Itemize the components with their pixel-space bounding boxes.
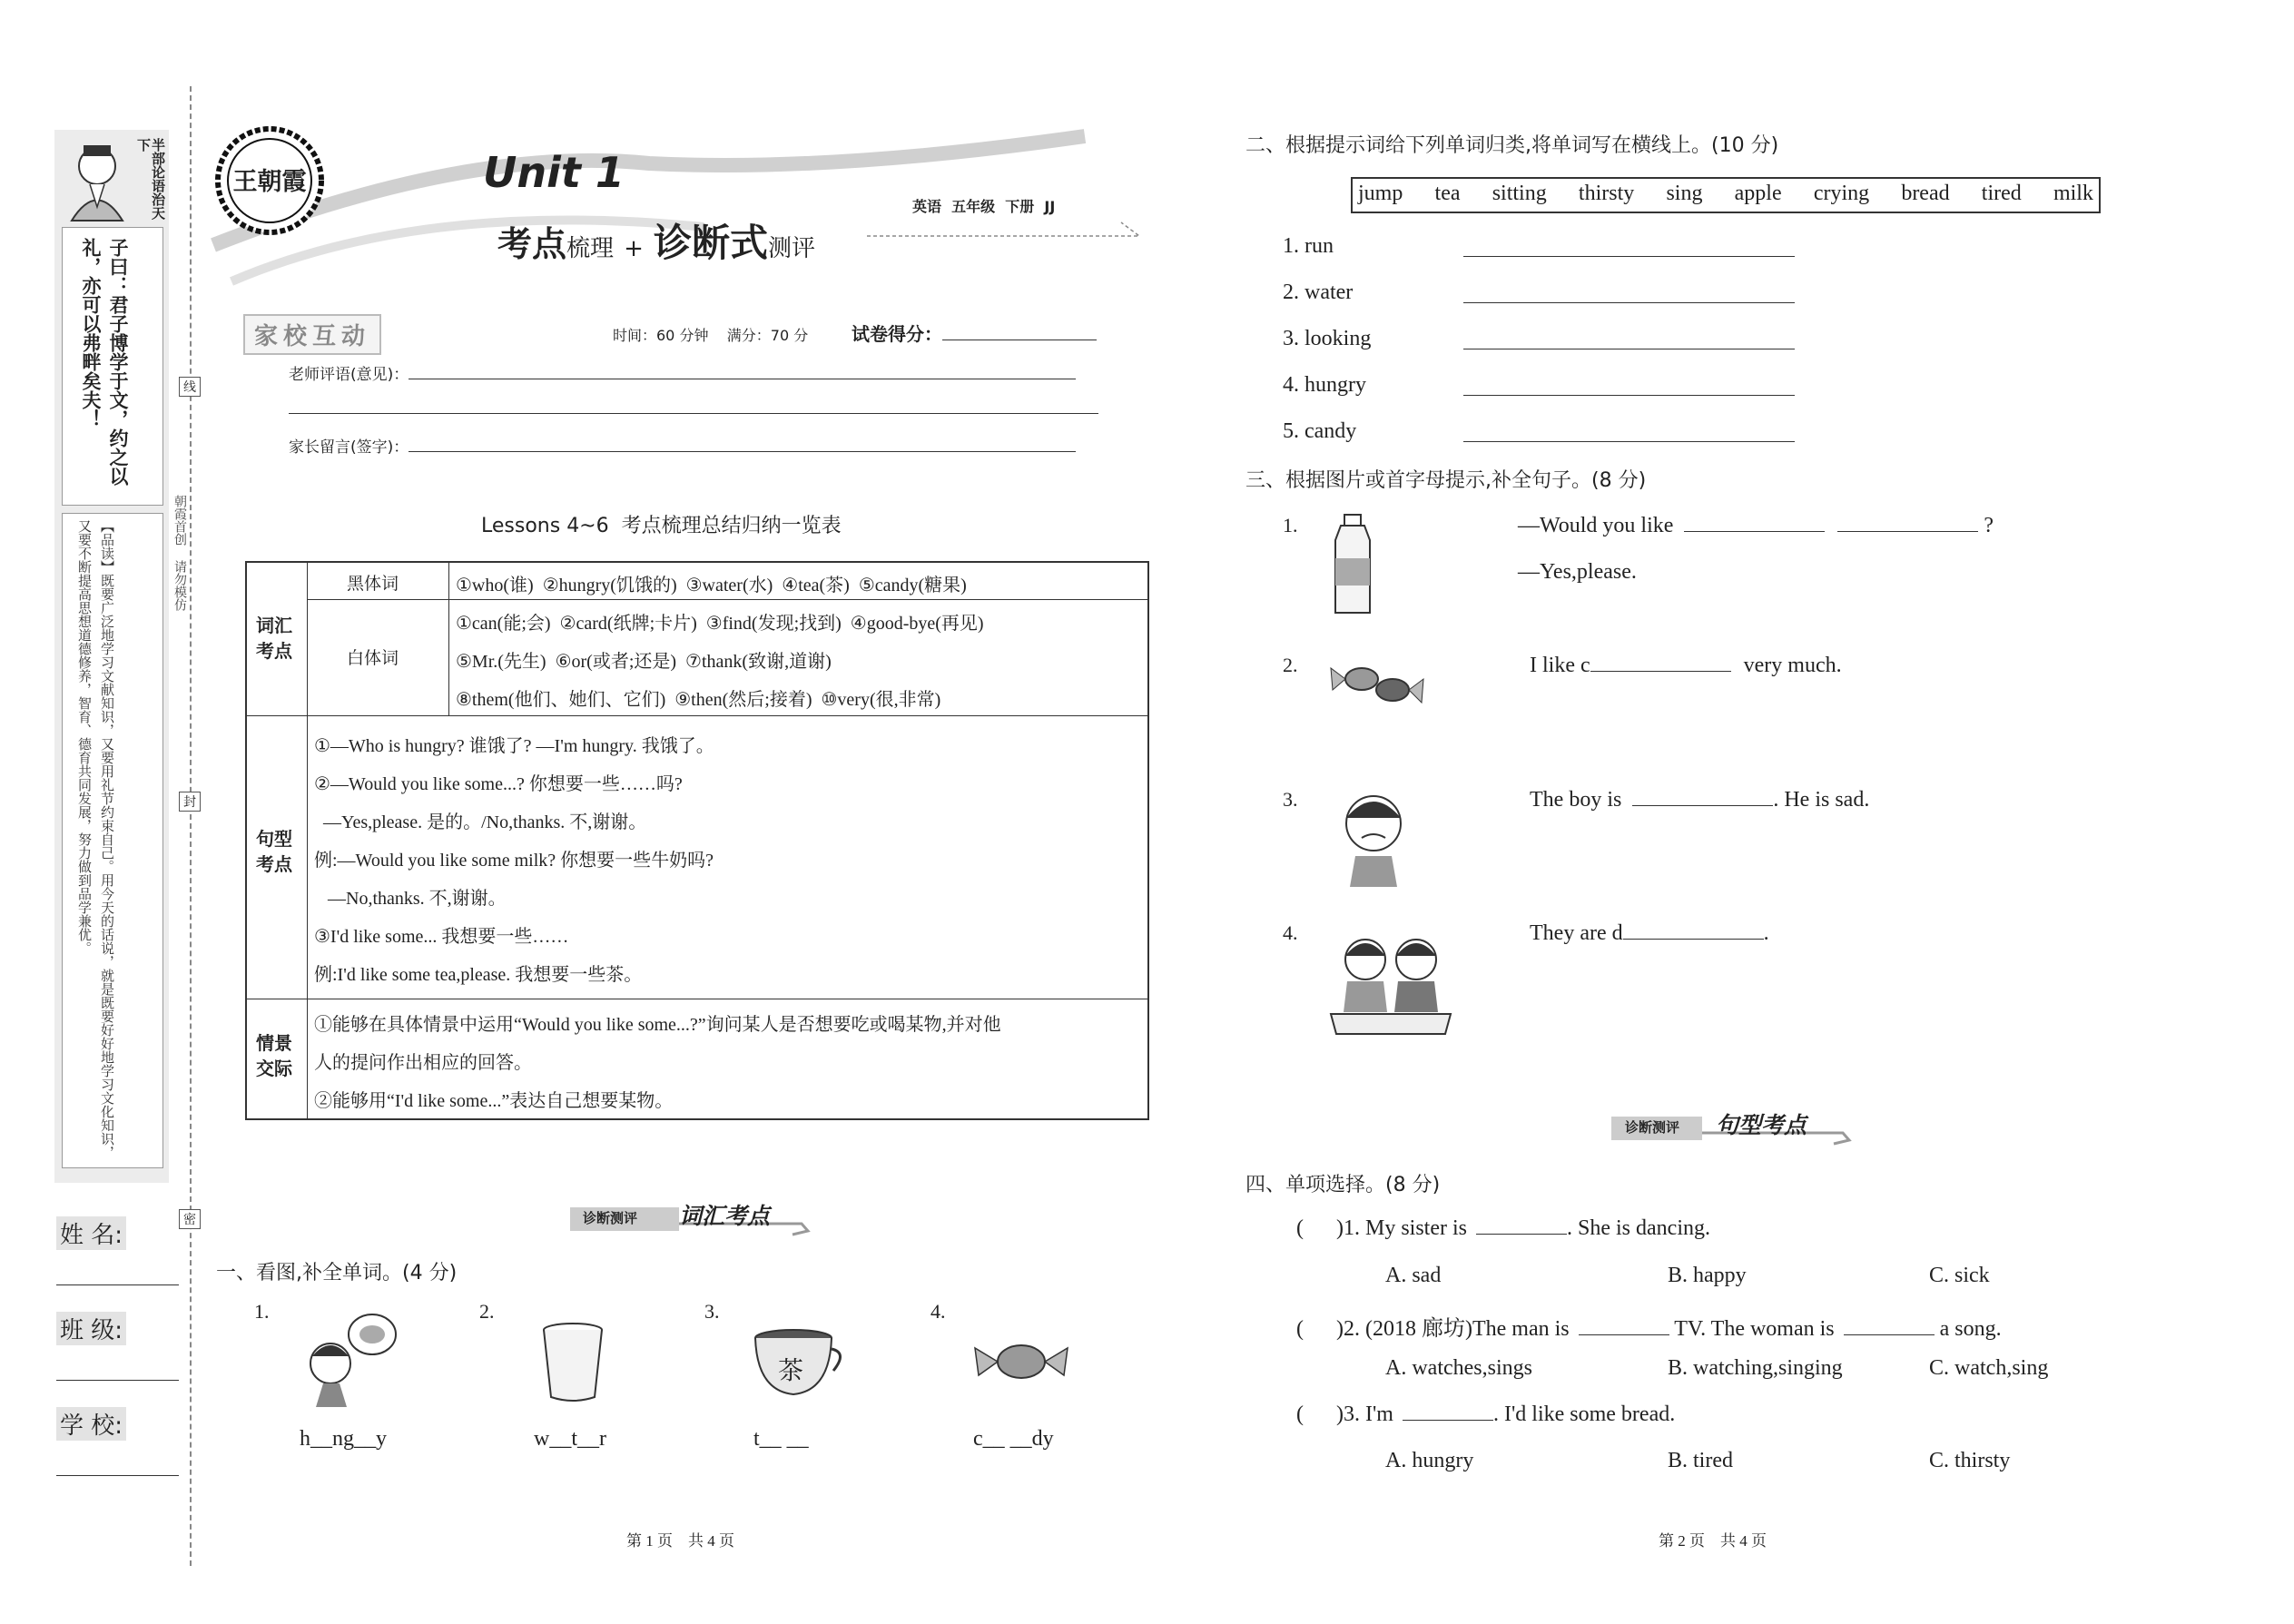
sentence-1: ①—Who is hungry? 谁饿了? —I'm hungry. 我饿了。: [314, 736, 714, 756]
word-bank-item: milk: [2053, 182, 2093, 205]
q4-option-3b[interactable]: B. tired: [1668, 1449, 1733, 1472]
q4-title: 四、单项选择。(8 分): [1245, 1174, 1441, 1196]
q4-stem-2a: 2. (2018 廊坊)The man is: [1343, 1317, 1570, 1341]
white-words-1: ①can(能;会) ②card(纸牌;卡片) ③find(发现;找到) ④good-bye(再见): [456, 614, 984, 634]
q2-answer-line-4[interactable]: [1463, 395, 1795, 396]
word-bank-words: [1358, 182, 2093, 206]
summary-title: Lessons 4~6 考点梳理总结归纳一览表: [481, 515, 842, 537]
side-mark-1: 线: [179, 377, 201, 397]
sentence-label: 句型考点: [256, 828, 292, 875]
word-bank-item: thirsty: [1578, 182, 1635, 205]
q3-text-4b: .: [1763, 921, 1769, 945]
candy-icon: [971, 1330, 1071, 1393]
q3-blank-4[interactable]: [1623, 939, 1764, 940]
q1-answer-4[interactable]: c__ __dy: [973, 1427, 1054, 1451]
q4-option-3a[interactable]: A. hungry: [1385, 1449, 1474, 1472]
q4-option-2a[interactable]: A. watches,sings: [1385, 1356, 1532, 1380]
commentary-text: 【品读】既要广泛地学习文献知识，又要用礼节约束自己。用今天的话说，就是既要好好地学习文化知识，又要不断提高思想道德修养，智育、德育共同发展，努力做到品学兼优。: [76, 519, 115, 1159]
q2-item-5: 5. candy: [1283, 419, 1357, 443]
q4-stem-3b: . I'd like some bread.: [1492, 1403, 1676, 1426]
q1-answer-3[interactable]: t__ __: [753, 1427, 809, 1451]
q2-item-3: 3. looking: [1283, 327, 1372, 350]
q3-line-1: [1518, 514, 1994, 538]
strip-header: 半部论语治天下: [135, 138, 166, 220]
q3-text-4a: They are d: [1530, 921, 1623, 945]
sad-boy-icon: [1330, 785, 1416, 887]
q3-num-3: 3.: [1283, 788, 1298, 811]
tea-cup-char: 茶: [778, 1355, 804, 1385]
q4-stem-2mid: TV. The woman is: [1674, 1317, 1835, 1341]
family-label: 家校互动: [243, 314, 381, 355]
q3-num-1: 1.: [1283, 514, 1298, 536]
kids-drawing-icon: [1327, 930, 1454, 1039]
subtitle: [497, 213, 815, 268]
q4-blank-2b[interactable]: [1844, 1334, 1935, 1335]
word-bank-item: sing: [1666, 182, 1703, 205]
vocab-banner-small: 诊断测评: [583, 1210, 638, 1226]
q4-option-3c[interactable]: C. thirsty: [1929, 1449, 2011, 1472]
q1-title: 一、看图,补全单词。(4 分): [216, 1262, 458, 1284]
parent-comment[interactable]: [289, 434, 1076, 457]
q4-option-1c[interactable]: C. sick: [1929, 1264, 1990, 1287]
strip-portrait-icon: [58, 134, 136, 225]
q1-num-3: 3.: [704, 1300, 720, 1323]
q3-line-3: [1530, 788, 1869, 812]
q1-answer-2[interactable]: w__t__r: [534, 1427, 606, 1451]
q4-item-2: [1296, 1310, 2002, 1342]
grade-tags: 英语 五年级 下册 JJ: [912, 198, 1056, 215]
teacher-comment[interactable]: [289, 361, 1076, 384]
class-label: 班 级:: [56, 1312, 126, 1345]
page-num-1: 第 1 页 共 4 页: [626, 1532, 734, 1550]
cut-line: [190, 86, 192, 1566]
white-words-label: 白体词: [347, 648, 399, 668]
word-bank-item: sitting: [1492, 182, 1547, 205]
side-text: 朝霞首创 请勿模仿: [172, 495, 187, 611]
q1-num-4: 4.: [930, 1300, 946, 1323]
q2-item-2: 2. water: [1283, 281, 1354, 304]
q3-blank-1b[interactable]: [1837, 531, 1978, 532]
side-mark-2: 封: [179, 792, 201, 812]
q3-blank-1a[interactable]: [1684, 531, 1825, 532]
q2-answer-line-5[interactable]: [1463, 441, 1795, 442]
q2-answer-line-1[interactable]: [1463, 256, 1795, 257]
q4-paren-1[interactable]: ( ): [1296, 1216, 1344, 1240]
score-label: 试卷得分：: [852, 323, 942, 345]
word-bank-item: apple: [1734, 182, 1782, 205]
sentence-7: 例:I'd like some tea,please. 我想要一些茶。: [314, 965, 643, 985]
q3-blank-2[interactable]: [1590, 671, 1731, 672]
q4-blank-3[interactable]: [1403, 1420, 1493, 1421]
q3-line-2: [1530, 654, 1842, 678]
q4-option-1a[interactable]: A. sad: [1385, 1264, 1442, 1287]
q3-text-2a: I like c: [1530, 654, 1590, 677]
q4-paren-3[interactable]: ( ): [1296, 1403, 1344, 1426]
q4-stem-1a: 1. My sister is: [1343, 1216, 1467, 1240]
milk-bottle-icon: [1330, 513, 1375, 617]
word-bank-item: tired: [1981, 182, 2022, 205]
q3-line-4: [1530, 921, 1769, 946]
sentence-3: —Yes,please. 是的。/No,thanks. 不,谢谢。: [314, 812, 647, 832]
unit-title: Unit 1: [483, 148, 625, 197]
sentence-2: ②—Would you like some...? 你想要一些……吗?: [314, 774, 683, 794]
q3-text-3b: . He is sad.: [1773, 788, 1870, 812]
school-label: 学 校:: [56, 1407, 126, 1441]
q4-item-3: [1296, 1403, 1675, 1427]
subtitle-d: 测评: [768, 235, 816, 262]
time-info: 时间：60 分钟 满分：70 分: [613, 327, 809, 344]
school-field[interactable]: [56, 1407, 179, 1476]
word-bank-item: tea: [1434, 182, 1461, 205]
q2-title: 二、根据提示词给下列单词归类,将单词写在横线上。(10 分): [1245, 134, 1779, 157]
q1-num-1: 1.: [254, 1300, 270, 1323]
q3-text-2b: very much.: [1743, 654, 1842, 677]
q4-option-1b[interactable]: B. happy: [1668, 1264, 1747, 1287]
situation-2: 人的提问作出相应的回答。: [314, 1053, 532, 1073]
subtitle-plus: +: [624, 235, 644, 262]
q3-num-2: 2.: [1283, 654, 1298, 676]
q4-option-2b[interactable]: B. watching,singing: [1668, 1356, 1843, 1380]
word-bank-item: crying: [1813, 182, 1870, 205]
subtitle-c: 诊断式: [654, 221, 769, 265]
q3-blank-3[interactable]: [1632, 805, 1773, 806]
quote-text: 子曰：君子博学于文，约之以礼，亦可以弗畔矣夫！: [80, 238, 129, 486]
q1-num-2: 2.: [479, 1300, 495, 1323]
vocab-label: 词汇考点: [256, 615, 292, 662]
bold-words: ①who(谁) ②hungry(饥饿的) ③water(水) ④tea(茶) ⑤candy(糖果): [456, 576, 967, 595]
word-bank-item: jump: [1358, 182, 1403, 205]
sentence-banner-small: 诊断测评: [1625, 1119, 1680, 1136]
q4-stem-2b: a song.: [1939, 1317, 2002, 1341]
q4-blank-1[interactable]: [1476, 1234, 1567, 1235]
hungry-boy-icon: [300, 1307, 399, 1409]
q4-paren-2[interactable]: ( ): [1296, 1317, 1344, 1341]
sentence-banner-big: 句型考点: [1716, 1112, 1807, 1138]
white-words-2: ⑤Mr.(先生) ⑥or(或者;还是) ⑦thank(致谢,道谢): [456, 652, 832, 672]
name-field[interactable]: [56, 1216, 179, 1285]
q3-num-4: 4.: [1283, 921, 1298, 944]
page-num-2: 第 2 页 共 4 页: [1659, 1532, 1767, 1550]
q3-reply-1: —Yes,please.: [1518, 560, 1637, 584]
q4-stem-3a: 3. I'm: [1343, 1403, 1393, 1426]
q1-answer-1[interactable]: h__ng__y: [300, 1427, 387, 1451]
q3-text-1b: ?: [1984, 514, 1994, 537]
situation-1: ①能够在具体情景中运用“Would you like some...?”询问某人是否想要吃或喝某物,并对他: [314, 1015, 1001, 1035]
situation-3: ②能够用“I'd like some...”表达自己想要某物。: [314, 1091, 674, 1111]
white-words-3: ⑧them(他们、她们、它们) ⑨then(然后;接着) ⑩very(很,非常): [456, 690, 941, 710]
sentence-6: ③I'd like some... 我想要一些……: [314, 927, 569, 947]
q2-answer-line-2[interactable]: [1463, 302, 1795, 303]
q2-item-4: 4. hungry: [1283, 373, 1366, 397]
parent-label: 家长留言(签字)：: [289, 438, 409, 457]
q4-blank-2a[interactable]: [1579, 1334, 1669, 1335]
situation-label: 情景交际: [256, 1032, 292, 1079]
word-bank-item: bread: [1901, 182, 1950, 205]
brand-logo-text: 王朝霞: [232, 168, 307, 196]
candies-icon: [1327, 655, 1427, 712]
bold-words-label: 黑体词: [347, 574, 399, 594]
q3-text-3a: The boy is: [1530, 788, 1622, 812]
class-field[interactable]: [56, 1312, 179, 1381]
teacher-comment-line-2: [289, 413, 1098, 414]
sentence-4: 例:—Would you like some milk? 你想要一些牛奶吗?: [314, 851, 714, 871]
q3-text-1a: —Would you like: [1518, 514, 1674, 537]
q3-title: 三、根据图片或首字母提示,补全句子。(8 分): [1245, 469, 1647, 492]
teacher-label: 老师评语(意见)：: [289, 366, 409, 384]
q4-option-2c[interactable]: C. watch,sing: [1929, 1356, 2049, 1380]
q2-item-1: 1. run: [1283, 234, 1334, 258]
subtitle-a: 考点: [497, 224, 567, 264]
glass-icon: [540, 1321, 605, 1403]
vocab-banner-big: 词汇考点: [679, 1203, 771, 1229]
sentence-5: —No,thanks. 不,谢谢。: [314, 889, 507, 909]
summary-table: [245, 561, 1149, 1120]
q4-stem-1b: . She is dancing.: [1567, 1216, 1710, 1240]
score-field[interactable]: [852, 320, 1097, 346]
q4-item-1: [1296, 1216, 1710, 1241]
side-mark-3: 密: [179, 1209, 201, 1229]
subtitle-b: 梳理: [566, 235, 615, 262]
name-label: 姓 名:: [56, 1216, 126, 1250]
